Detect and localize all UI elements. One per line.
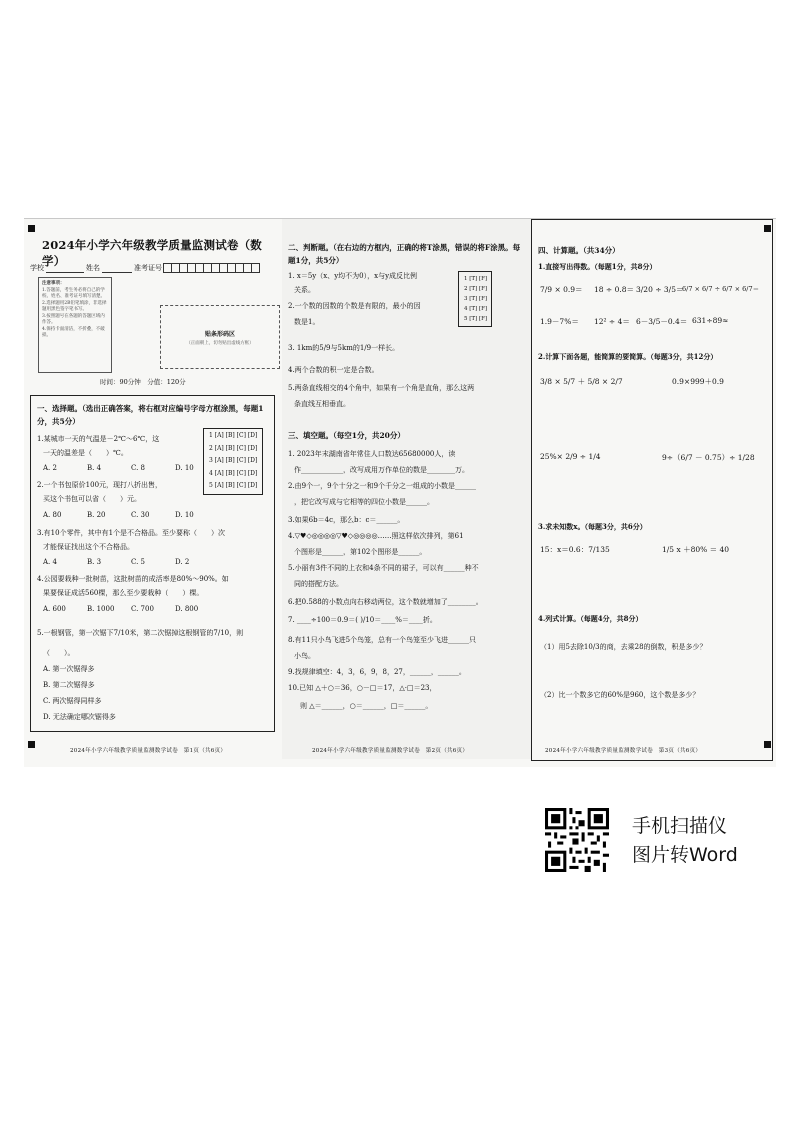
judge-4: 4.两个合数的积一定是合数。 <box>288 366 379 374</box>
option: D. 10 <box>175 464 194 472</box>
calc-item: 25%× 2/9 ÷ 1/4 <box>540 452 601 461</box>
fill-4-cont: 个图形是______，第102个图形是______。 <box>294 548 427 556</box>
notice-line: 注意事项： <box>42 281 65 286</box>
notice-line: 1.答题前，考生务必将自己的学校、姓名、准考证号填写清楚。 <box>42 287 105 299</box>
calc-4-title: 4.列式计算。（每题4分，共8分） <box>538 614 643 623</box>
fill-8-cont: 小鸟。 <box>294 652 315 660</box>
notice-line: 2.选择题用2B铅笔填涂，非选择题用黑色签字笔书写。 <box>42 300 107 312</box>
calc-item: 1.9－7%＝ <box>540 317 579 326</box>
fill-4: 4.▽♥◇◎◎◎◎▽♥◇◎◎◎◎……照这样依次排列，第61 <box>288 532 464 540</box>
option: A. 2 <box>43 464 57 472</box>
notice-box <box>38 277 112 373</box>
option: B. 3 <box>87 558 102 566</box>
fill-10: 10.已知 △＋○＝36，○－□＝17，△·□＝23， <box>288 684 437 692</box>
student-info-row <box>30 263 260 273</box>
fill-9: 9.找规律填空：4，3，6，9，8，27，______，______。 <box>288 668 466 676</box>
judge-5-cont: 条直线互相垂直。 <box>294 400 350 408</box>
page-2-frame <box>282 219 529 759</box>
time-score: 时间：90分钟 分值：120分 <box>100 378 186 386</box>
notice-line: 4.保持卡面清洁，不折叠，不破损。 <box>42 326 105 338</box>
watermark-line: 手机扫描仪 <box>632 815 728 837</box>
exam-page-1 <box>30 219 278 759</box>
option: D. 2 <box>175 558 190 566</box>
question-1-cont: 一天的温差是（ ）℃。 <box>43 449 128 457</box>
answer-row[interactable]: 4 [A] [B] [C] [D] <box>209 469 258 477</box>
option: D. 无法确定哪次锯得多 <box>43 713 116 721</box>
fill-5-cont: 同的搭配方法。 <box>294 580 343 588</box>
judge-2-cont: 数是1。 <box>294 318 320 326</box>
calc-2-title: 2.计算下面各题，能简算的要简算。（每题3分，共12分） <box>538 352 718 361</box>
fill-2: 2.由9个一，9个十分之一和9个千分之一组成的小数是______ <box>288 482 477 490</box>
question-5-cont: （ ）。 <box>43 649 75 657</box>
answer-row[interactable]: 3 [A] [B] [C] [D] <box>209 457 258 465</box>
calc-item: 1/5 x ＋80% ＝ 40 <box>662 545 730 554</box>
option: D. 800 <box>175 605 199 613</box>
option: A. 80 <box>43 511 62 519</box>
fill-2-cont: ，把它改写成与它相等的四位小数是______。 <box>294 498 434 506</box>
calc-3-title: 3.求未知数x。（每题3分，共6分） <box>538 522 647 531</box>
school-field[interactable] <box>46 264 84 273</box>
fill-1-cont: 作____________，改写成用万作单位的数是________万。 <box>294 466 469 474</box>
question-2: 2.一个书包原价100元，现打八折出售， <box>37 481 163 489</box>
qr-code-icon <box>545 808 609 872</box>
school-label: 学校 <box>30 264 44 272</box>
fill-1: 1. 2023年末湖南省年常住人口数达65680000人，读 <box>288 450 456 458</box>
page-footer: 2024年小学六年级教学质量监测数学试卷 第1页（共6页） <box>70 748 227 754</box>
calc-item: 7/9 × 0.9＝ <box>540 285 583 294</box>
exam-sheet <box>24 218 776 767</box>
calc-item: 631÷89≈ <box>692 316 729 325</box>
section-1-heading: 一、选择题。（选出正确答案，将右框对应编号字母方框涂黑，每题1分，共5分） <box>37 404 264 426</box>
exam-no-label: 准考证号 <box>134 264 162 272</box>
judge-1: 1. x＝5y（x、y均不为0），x与y成反比例 <box>288 272 418 280</box>
answer-row[interactable]: 2 [A] [B] [C] [D] <box>209 444 258 452</box>
watermark-line: 图片转Word <box>632 844 738 866</box>
fill-5: 5.小丽有3件不同的上衣和4条不同的裙子，可以有______种不 <box>288 564 479 572</box>
exam-page-2 <box>282 219 532 759</box>
option: A. 4 <box>43 558 57 566</box>
barcode-area-subtitle: （正面朝上，切勿贴出虚线方框） <box>186 340 254 346</box>
barcode-paste-area <box>160 305 280 369</box>
question-1: 1.某城市一天的气温是－2℃～6℃，这 <box>37 435 160 443</box>
name-label: 姓名 <box>86 264 100 272</box>
question-4: 4.公园要栽种一批树苗，这批树苗的成活率是80%～90%。如 <box>37 575 229 583</box>
question-4-cont: 果要保证成活560棵，那么至少要栽种（ ）棵。 <box>43 589 204 597</box>
calc-item: （2）比一个数多它的60%是960，这个数是多少？ <box>540 691 700 699</box>
section-2-heading: 二、判断题。（在右边的方框内，正确的将T涂黑，错误的将F涂黑。每题1分，共5分） <box>288 243 521 265</box>
option: A. 第一次锯得多 <box>43 665 95 673</box>
option: C. 两次锯得同样多 <box>43 697 102 705</box>
section-4-heading: 四、计算题。（共34分） <box>538 246 620 255</box>
calc-item: 3/20 ÷ 3/5＝ <box>636 285 684 294</box>
calc-1-title: 1.直接写出得数。（每题1分，共8分） <box>538 262 657 271</box>
judge-5: 5.两条直线相交的4个角中，如果有一个角是直角，那么这两 <box>288 384 475 392</box>
tf-row[interactable]: 5 [T] [F] <box>464 316 488 322</box>
question-5: 5.一根钢管，第一次锯下7/10米，第二次锯掉这根钢管的7/10，则 <box>37 629 244 637</box>
option: B. 第二次锯得多 <box>43 681 95 689</box>
judge-1-cont: 关系。 <box>294 286 315 294</box>
option: B. 20 <box>87 511 106 519</box>
fill-8: 8.有11只小鸟飞进5个鸟笼，总有一个鸟笼至少飞进______只 <box>288 636 477 644</box>
judge-2: 2.一个数的因数的个数是有限的，最小的因 <box>288 302 421 310</box>
judge-3: 3. 1km的5/9与5km的1/9一样长。 <box>288 344 400 352</box>
calc-item: 6－3/5－0.4＝ <box>636 317 688 326</box>
fill-3: 3.如果6b＝4c，那么b：c＝______。 <box>288 516 405 524</box>
exam-no-boxes[interactable] <box>164 263 260 273</box>
calc-item: 0.9×999＋0.9 <box>672 377 724 386</box>
page-footer: 2024年小学六年级教学质量监测数学试卷 第2页（共6页） <box>312 748 469 754</box>
section-3-heading: 三、填空题。（每空1分，共20分） <box>288 431 405 440</box>
option: D. 10 <box>175 511 194 519</box>
name-field[interactable] <box>102 264 132 273</box>
calc-item: 9÷（6/7 － 0.75）÷ 1/28 <box>662 453 755 462</box>
option: C. 5 <box>131 558 146 566</box>
answer-row[interactable]: 5 [A] [B] [C] [D] <box>209 482 258 490</box>
watermark-text <box>632 812 738 870</box>
tf-row[interactable]: 1 [T] [F] <box>464 276 488 282</box>
fill-6: 6.把0.588的小数点向右移动两位，这个数就增加了________。 <box>288 598 483 606</box>
calc-item: 6/7 × 6/7 ÷ 6/7 × 6/7＝ <box>682 285 760 293</box>
question-2-cont: 买这个书包可以省（ ）元。 <box>43 495 141 503</box>
exam-page-3 <box>531 219 773 759</box>
calc-item: 18 ÷ 0.8＝ <box>594 285 635 294</box>
fill-10-cont: 则 △＝______，○＝______，□＝______。 <box>300 702 433 710</box>
page-3-frame <box>531 219 773 761</box>
calc-item: （1）用5去除10/3的商，去乘28的倒数，积是多少？ <box>540 643 707 651</box>
barcode-area-title: 贴条形码区 <box>204 330 235 338</box>
calc-item: 15：x＝0.6：7/135 <box>540 545 610 554</box>
option: C. 30 <box>131 511 150 519</box>
page-footer: 2024年小学六年级教学质量监测数学试卷 第3页（共6页） <box>545 748 702 754</box>
option: C. 700 <box>131 605 154 613</box>
option: C. 8 <box>131 464 146 472</box>
question-3: 3.有10个零件，其中有1个是不合格品。至少要称（ ）次 <box>37 529 226 537</box>
tf-row[interactable]: 4 [T] [F] <box>464 306 488 312</box>
tf-row[interactable]: 2 [T] [F] <box>464 286 488 292</box>
option: B. 4 <box>87 464 102 472</box>
exam-title: 2024年小学六年级教学质量监测试卷（数学） <box>42 238 263 268</box>
fill-7: 7. ____÷100＝0.9＝( )/10＝____%＝____折。 <box>288 616 437 624</box>
choice-section-frame <box>30 395 275 732</box>
answer-row[interactable]: 1 [A] [B] [C] [D] <box>209 432 258 439</box>
calc-item: 12² ÷ 4＝ <box>594 317 630 326</box>
tf-row[interactable]: 3 [T] [F] <box>464 296 488 302</box>
option: B. 1000 <box>87 605 115 613</box>
option: A. 600 <box>43 605 66 613</box>
choice-answer-box[interactable] <box>203 428 263 495</box>
question-3-cont: 才能保证找出这个不合格品。 <box>43 543 134 551</box>
notice-line: 3.按照题号在各题的答题区域内作答。 <box>42 313 105 325</box>
calc-item: 3/8 × 5/7 ＋ 5/8 × 2/7 <box>540 377 623 386</box>
true-false-answer-box[interactable] <box>458 271 492 327</box>
